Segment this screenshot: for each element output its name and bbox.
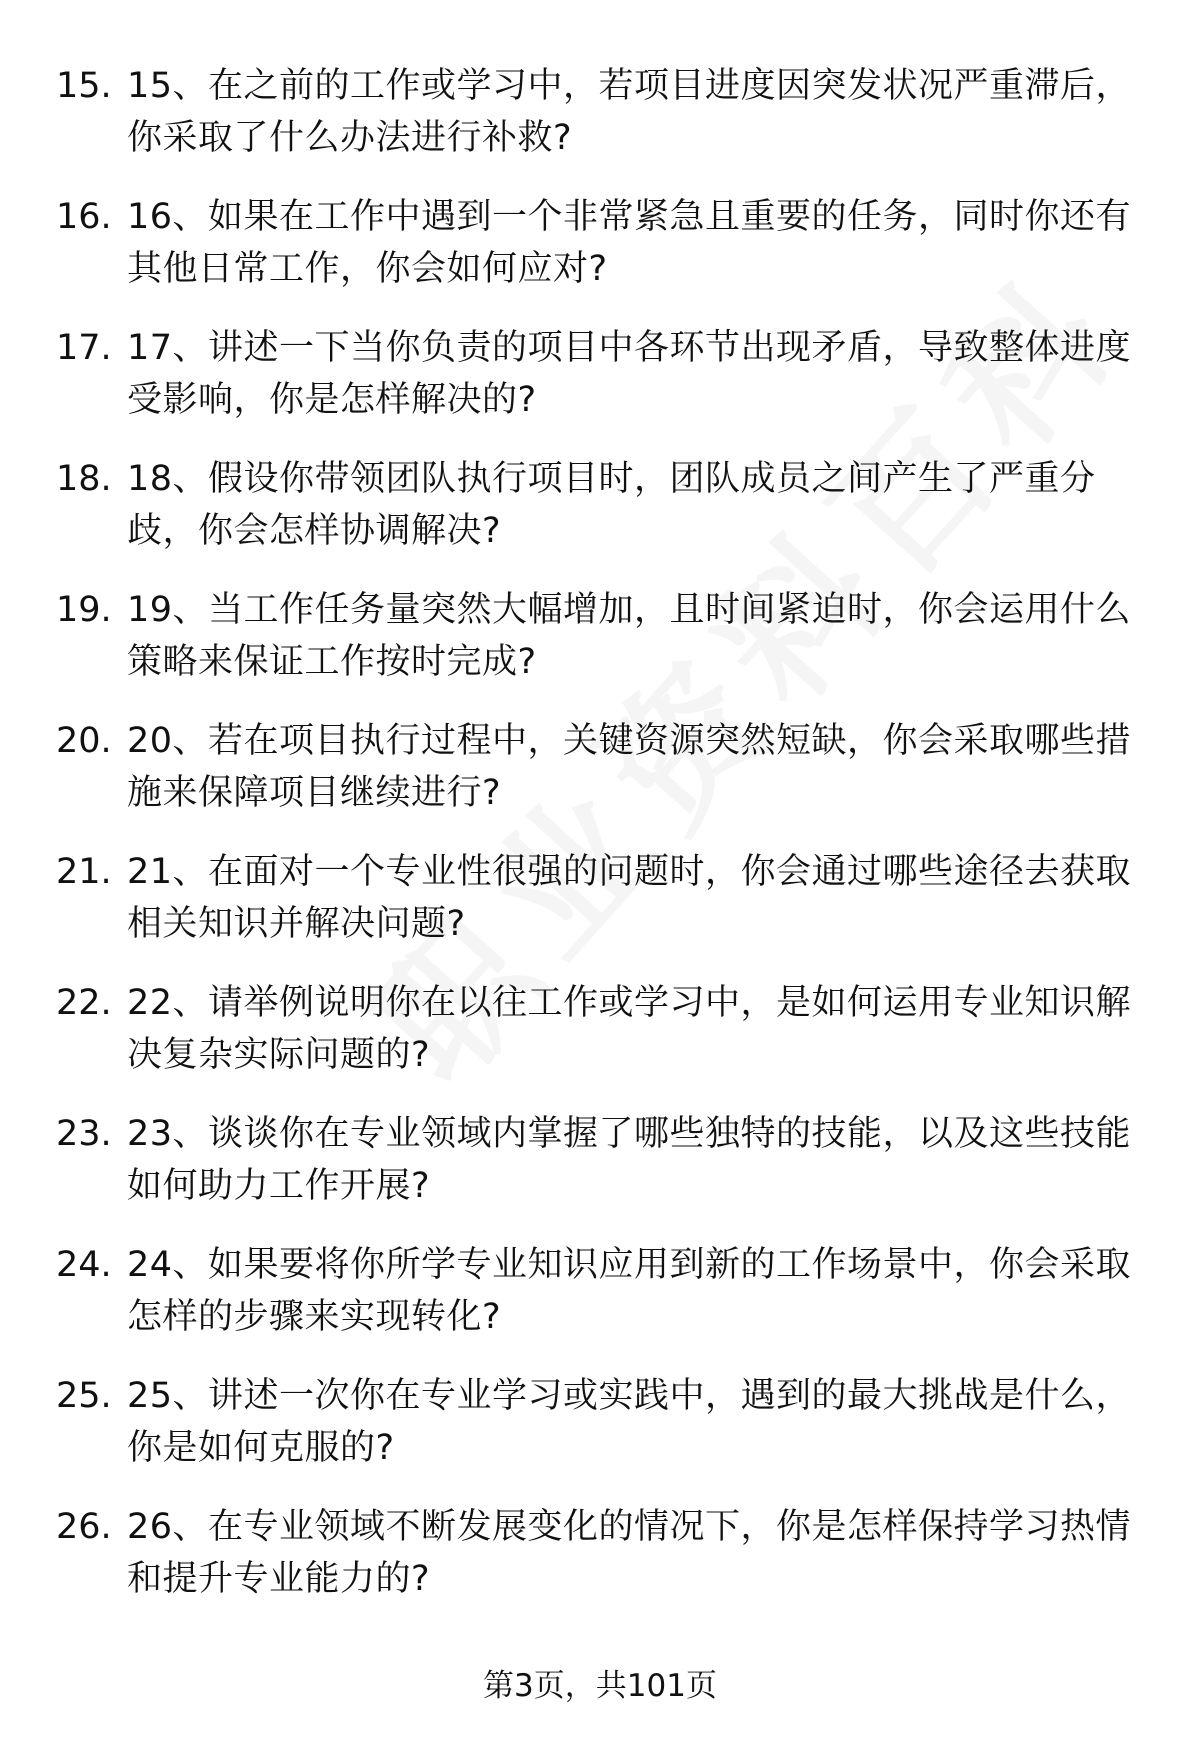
question-number: 23.: [56, 1114, 112, 1154]
question-number: 17.: [56, 328, 112, 368]
list-item: [0, 1501, 1200, 1632]
list-item: [0, 1239, 1200, 1370]
question-text: 20、若在项目执行过程中，关键资源突然短缺，你会采取哪些措施来保障项目继续进行?: [127, 721, 1132, 813]
question-number: 21.: [56, 852, 112, 892]
list-item: [0, 322, 1200, 453]
question-text: 18、假设你带领团队执行项目时，团队成员之间产生了严重分歧，你会怎样协调解决?: [127, 459, 1096, 551]
list-item: [0, 715, 1200, 846]
question-text: 16、如果在工作中遇到一个非常紧急且重要的任务，同时你还有其他日常工作，你会如何应对?: [127, 197, 1132, 289]
list-item: [0, 1108, 1200, 1239]
question-text: 25、讲述一次你在专业学习或实践中，遇到的最大挑战是什么，你是如何克服的?: [127, 1376, 1132, 1468]
question-text: 21、在面对一个专业性很强的问题时，你会通过哪些途径去获取相关知识并解决问题?: [127, 852, 1132, 944]
question-text: 24、如果要将你所学专业知识应用到新的工作场景中，你会采取怎样的步骤来实现转化?: [127, 1245, 1132, 1337]
list-item: [0, 584, 1200, 715]
list-item: [0, 1370, 1200, 1501]
list-item: [0, 60, 1200, 191]
list-item: [0, 453, 1200, 584]
list-item: [0, 191, 1200, 322]
list-item: [0, 846, 1200, 977]
question-text: 19、当工作任务量突然大幅增加，且时间紧迫时，你会运用什么策略来保证工作按时完成?: [127, 590, 1132, 682]
list-item: [0, 977, 1200, 1108]
question-number: 15.: [56, 66, 112, 106]
question-text: 23、谈谈你在专业领域内掌握了哪些独特的技能，以及这些技能如何助力工作开展?: [127, 1114, 1132, 1206]
question-number: 25.: [56, 1376, 112, 1416]
question-text: 26、在专业领域不断发展变化的情况下，你是怎样保持学习热情和提升专业能力的?: [127, 1507, 1132, 1599]
question-number: 22.: [56, 983, 112, 1023]
question-number: 18.: [56, 459, 112, 499]
question-text: 22、请举例说明你在以往工作或学习中，是如何运用专业知识解决复杂实际问题的?: [127, 983, 1132, 1075]
page-footer: 第3页，共101页: [483, 1668, 717, 1704]
question-number: 26.: [56, 1507, 112, 1547]
question-number: 16.: [56, 197, 112, 237]
question-number: 19.: [56, 590, 112, 630]
question-number: 20.: [56, 721, 112, 761]
question-text: 15、在之前的工作或学习中，若项目进度因突发状况严重滞后，你采取了什么办法进行补救?: [127, 66, 1132, 158]
question-number: 24.: [56, 1245, 112, 1285]
question-text: 17、讲述一下当你负责的项目中各环节出现矛盾，导致整体进度受影响，你是怎样解决的?: [127, 328, 1132, 420]
question-list: [0, 60, 1200, 1632]
